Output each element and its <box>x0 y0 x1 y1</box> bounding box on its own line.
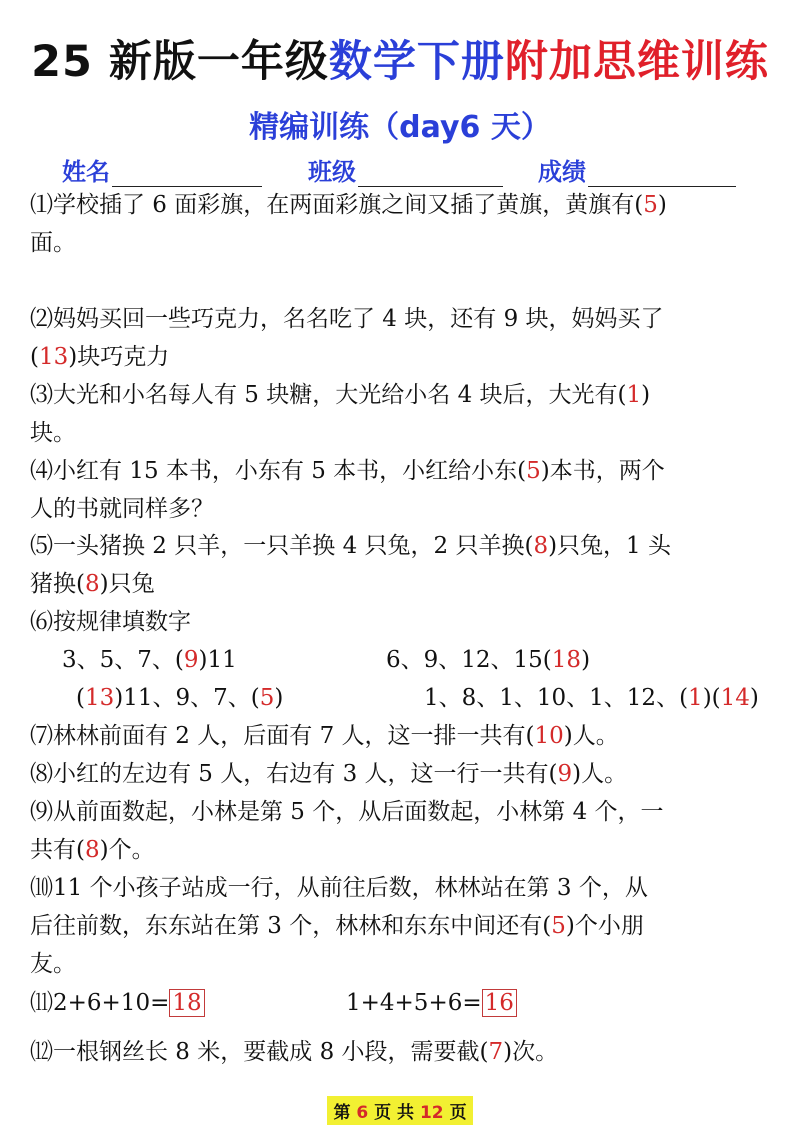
question-10-line-1: ⑽11 个小孩子站成一行，从前往后数，林林站在第 3 个，从 <box>30 875 648 901</box>
page-indicator: 第 6 页 共 12 页 <box>327 1096 472 1125</box>
title-grade: 25 新版一年级 <box>31 37 329 87</box>
question-2 <box>30 300 770 376</box>
name-blank[interactable] <box>112 160 262 187</box>
answer-q6-seq-4-2: 14 <box>720 685 750 711</box>
student-info-row <box>62 152 762 186</box>
question-9-line-1: ⑼从前面数起，小林是第 5 个，从后面数起，小林第 4 个，一 <box>30 799 664 825</box>
answer-q10: 5 <box>551 913 566 939</box>
question-6-seq-2: 6、9、12、15(18) <box>386 647 591 673</box>
question-9-line-2: 共有(8)个。 <box>30 837 155 863</box>
answer-q12: 7 <box>488 1039 504 1065</box>
answer-q1: 5 <box>643 192 658 218</box>
answer-q11-a: 18 <box>169 989 204 1017</box>
page-title <box>0 28 800 89</box>
question-9 <box>30 793 770 869</box>
answer-q11-b: 16 <box>482 989 517 1017</box>
class-blank[interactable] <box>358 160 503 187</box>
answer-q5-1: 8 <box>533 533 549 559</box>
answer-q2: 13 <box>38 344 69 370</box>
page-subtitle: 精编训练（day6 天） <box>249 110 551 145</box>
title-subject: 数学下册 <box>328 37 505 87</box>
class-field[interactable] <box>308 152 503 187</box>
question-1 <box>30 186 770 262</box>
class-label: 班级 <box>308 158 356 186</box>
question-2-line-2: (13)块巧克力 <box>30 344 170 370</box>
question-12: ⑿一根钢丝长 8 米，要截成 8 小段，需要截(7)次。 <box>30 1039 559 1065</box>
question-4-line-2: 人的书就同样多？ <box>30 496 214 522</box>
total-pages: 12 <box>419 1103 444 1123</box>
answer-q7: 10 <box>534 723 564 749</box>
name-field[interactable] <box>62 152 262 187</box>
answer-q6-seq-2: 18 <box>551 647 582 673</box>
question-3-line-2: 块。 <box>30 420 76 446</box>
current-page: 6 <box>356 1103 369 1123</box>
question-2-line-1: ⑵妈妈买回一些巧克力，名名吃了 4 块，还有 9 块，妈妈买了 <box>30 306 664 332</box>
answer-q6-seq-4-1: 1 <box>688 685 703 711</box>
score-label: 成绩 <box>538 158 586 186</box>
answer-q8: 9 <box>557 761 573 787</box>
question-6-seq-1: 3、5、7、(9)11 <box>62 647 237 673</box>
answer-q9: 8 <box>84 837 100 863</box>
question-11-a: ⑾2+6+10= 18 <box>30 984 330 1022</box>
answer-q6-seq-3-1: 13 <box>84 685 115 711</box>
question-5 <box>30 527 770 603</box>
question-3 <box>30 376 770 452</box>
question-10-line-2: 后往前数，东东站在第 3 个，林林和东东中间还有(5)个小朋 <box>30 913 644 939</box>
question-3-line-1: ⑶大光和小名每人有 5 块糖，大光给小名 4 块后，大光有(1) <box>30 382 651 408</box>
question-4 <box>30 452 770 528</box>
question-11-b: 1+4+5+6= 16 <box>346 984 646 1022</box>
question-6-seq-3: (13)11、9、7、(5) <box>76 685 284 711</box>
question-5-line-1: ⑸一头猪换 2 只羊，一只羊换 4 只兔，2 只羊换(8)只兔，1 头 <box>30 533 671 559</box>
answer-q4: 5 <box>526 458 541 484</box>
score-blank[interactable] <box>588 160 736 187</box>
question-4-line-1: ⑷小红有 15 本书，小东有 5 本书，小红给小东(5)本书，两个 <box>30 458 665 484</box>
name-label: 姓名 <box>62 158 110 186</box>
question-1-line-1: ⑴学校插了 6 面彩旗，在两面彩旗之间又插了黄旗，黄旗有(5) <box>30 192 667 218</box>
answer-q6-seq-3-2: 5 <box>259 685 275 711</box>
answer-q6-seq-1: 9 <box>183 647 199 673</box>
title-training: 附加思维训练 <box>504 37 769 87</box>
question-8: ⑻小红的左边有 5 人，右边有 3 人，这一行一共有(9)人。 <box>30 761 628 787</box>
question-6-title: ⑹按规律填数字 <box>30 609 191 635</box>
question-5-line-2: 猪换(8)只兔 <box>30 571 155 597</box>
score-field[interactable] <box>538 152 736 187</box>
answer-q3: 1 <box>626 382 642 408</box>
question-6-seq-4: 1、8、1、10、1、12、(1)(14) <box>424 685 759 711</box>
page-footer <box>0 1096 800 1125</box>
question-10-line-3: 友。 <box>30 951 76 977</box>
question-10 <box>30 869 770 983</box>
question-7: ⑺林林前面有 2 人，后面有 7 人，这一排一共有(10)人。 <box>30 723 619 749</box>
question-1-line-2: 面。 <box>30 230 76 256</box>
answer-q5-2: 8 <box>84 571 100 597</box>
